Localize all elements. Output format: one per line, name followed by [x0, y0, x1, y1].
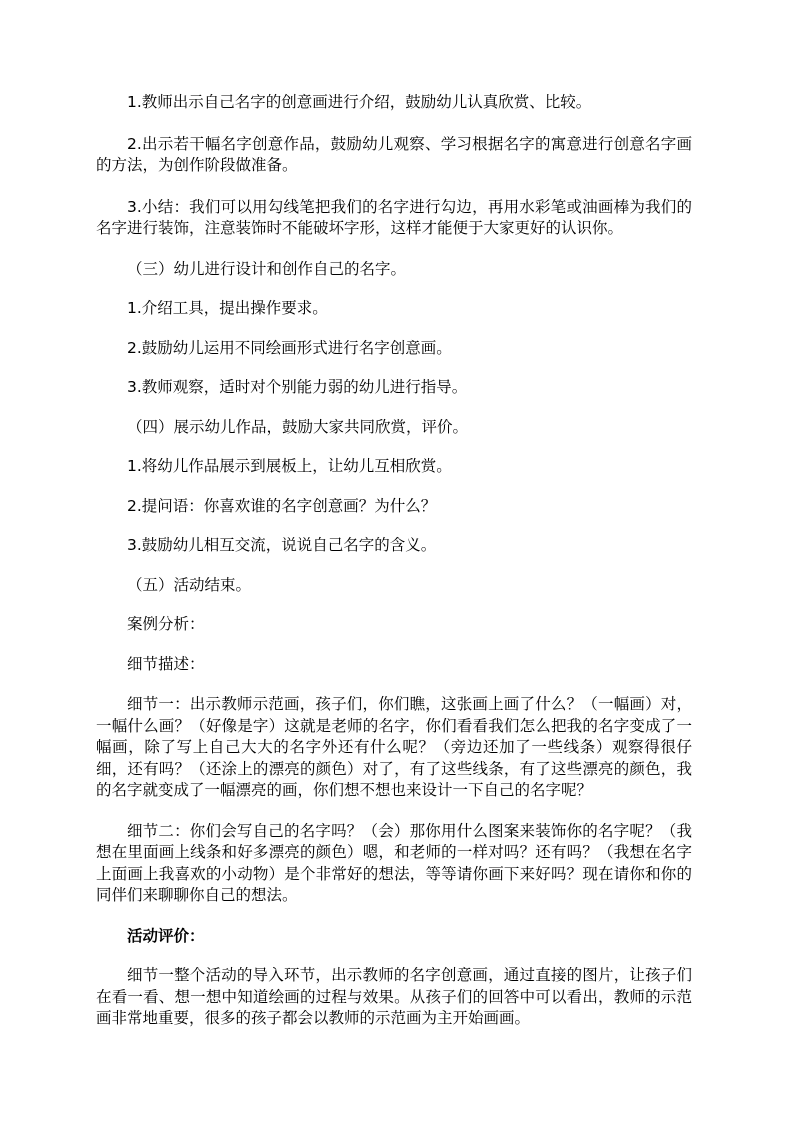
- section-heading-5: （五）活动结束。: [127, 575, 252, 594]
- paragraph-create-step-2: 2.鼓励幼儿运用不同绘画形式进行名字创意画。: [127, 338, 452, 357]
- paragraph-show-step-2: 2.提问语：你喜欢谁的名字创意画？为什么？: [127, 496, 437, 515]
- evaluation-heading: 活动评价：: [127, 926, 205, 945]
- paragraph-detail-one: 细节一：出示教师示范画，孩子们，你们瞧，这张画上画了什么？（一幅画）对，一幅什么画？（好像是字）这就是老师的名字，你们看看我们怎么把我的名字变成了一幅画，除了写上自己大大的名字外还有什么呢？（旁边还加了一些线条）观察得很仔细，还有吗？（还涂上的漂亮的颜色）对了，有了这些线条，有了这些漂亮的颜色，我的名字就变成了一幅漂亮的画，你们想不想也来设计一下自己的名字呢？: [96, 695, 692, 799]
- case-analysis-heading: 案例分析：: [127, 615, 205, 633]
- paragraph-detail-two: 细节二：你们会写自己的名字吗？（会）那你用什么图案来装饰你的名字呢？（我想在里面画上线条和好多漂亮的颜色）嗯，和老师的一样对吗？还有吗？（我想在名字上面画上我喜欢的小动物）是个非常好的想法，等等请你画下来好吗？现在请你和你的同伴们来聊聊你自己的想法。: [96, 821, 692, 904]
- detail-description-heading: 细节描述：: [127, 654, 205, 673]
- paragraph-show-step-3: 3.鼓励幼儿相互交流，说说自己名字的含义。: [127, 536, 437, 554]
- paragraph-intro-step-1: 1.教师出示自己名字的创意画进行介绍，鼓励幼儿认真欣赏、比较。: [127, 93, 592, 111]
- paragraph-create-step-1: 1.介绍工具，提出操作要求。: [127, 299, 328, 317]
- paragraph-create-step-3: 3.教师观察，适时对个别能力弱的幼儿进行指导。: [127, 378, 468, 396]
- paragraph-evaluation: 细节一整个活动的导入环节，出示教师的名字创意画，通过直接的图片，让孩子们在看一看、想一想中知道绘画的过程与效果。从孩子们的回答中可以看出，教师的示范画非常地重要，很多的孩子都会以教师的示范画为主开始画画。: [96, 966, 692, 1027]
- section-heading-4: （四）展示幼儿作品，鼓励大家共同欣赏，评价。: [127, 417, 469, 436]
- paragraph-intro-step-2: 2.出示若干幅名字创意作品，鼓励幼儿观察、学习根据名字的寓意进行创意名字画的方法，为创作阶段做准备。: [96, 134, 692, 174]
- paragraph-show-step-1: 1.将幼儿作品展示到展板上，让幼儿互相欣赏。: [127, 457, 452, 475]
- document-body: [96, 92, 692, 1030]
- section-heading-3: （三）幼儿进行设计和创作自己的名字。: [127, 259, 407, 278]
- paragraph-intro-summary: 3.小结：我们可以用勾线笔把我们的名字进行勾边，再用水彩笔或油画棒为我们的名字进行装饰，注意装饰时不能破坏字形，这样才能便于大家更好的认识你。: [96, 197, 692, 237]
